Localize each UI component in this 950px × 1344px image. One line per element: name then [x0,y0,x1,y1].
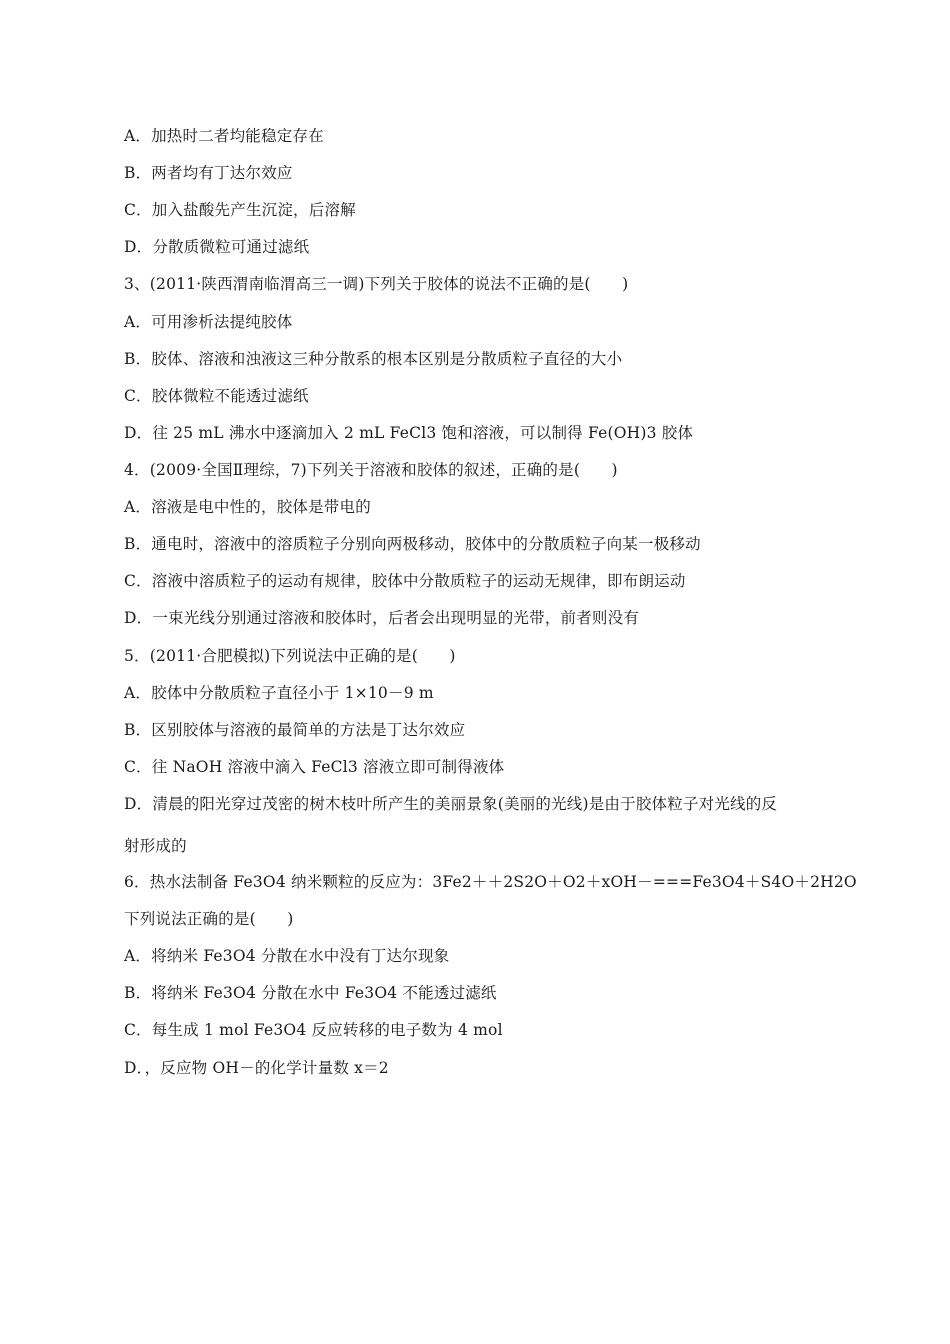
question-6: 6．热水法制备 Fe3O4 纳米颗粒的反应为：3Fe2＋＋2S2O＋O2＋xOH－===Fe3O4＋S4O＋2H2O [124,873,857,891]
q4-option-d: D．一束光线分别通过溶液和胶体时，后者会出现明显的光带，前者则没有 [124,609,640,627]
q5-option-b: B．区别胶体与溶液的最简单的方法是丁达尔效应 [124,721,466,739]
q3-option-a: A．可用渗析法提纯胶体 [124,313,293,331]
q6-option-b: B．将纳米 Fe3O4 分散在水中 Fe3O4 不能透过滤纸 [124,984,497,1002]
q3-option-c: C．胶体微粒不能透过滤纸 [124,387,309,405]
question-3: 3、(2011·陕西渭南临渭高三一调)下列关于胶体的说法不正确的是( ) [124,275,629,293]
q3-option-d: D．往 25 mL 沸水中逐滴加入 2 mL FeCl3 饱和溶液，可以制得 Fe(OH)3 胶体 [124,424,694,442]
option-a-heating: A．加热时二者均能稳定存在 [124,127,324,145]
q6-option-c: C．每生成 1 mol Fe3O4 反应转移的电子数为 4 mol [124,1021,503,1039]
q3-option-b: B．胶体、溶液和浊液这三种分散系的根本区别是分散质粒子直径的大小 [124,350,623,368]
q4-option-a: A．溶液是电中性的，胶体是带电的 [124,498,371,516]
question-6-prompt: 下列说法正确的是( ) [124,910,294,928]
q5-option-d-continued: 射形成的 [124,837,187,855]
q6-option-d: D．，反应物 OH－的化学计量数 x＝2 [124,1059,389,1077]
q6-option-a: A．将纳米 Fe3O4 分散在水中没有丁达尔现象 [124,947,450,965]
question-5: 5．(2011·合肥模拟)下列说法中正确的是( ) [124,647,456,665]
option-d-filter: D．分散质微粒可通过滤纸 [124,238,310,256]
option-b-tyndall: B．两者均有丁达尔效应 [124,164,293,182]
q5-option-d: D．清晨的阳光穿过茂密的树木枝叶所产生的美丽景象(美丽的光线)是由于胶体粒子对光线的反 [124,795,778,813]
q4-option-b: B．通电时，溶液中的溶质粒子分别向两极移动，胶体中的分散质粒子向某一极移动 [124,535,701,553]
q5-option-c: C．往 NaOH 溶液中滴入 FeCl3 溶液立即可制得液体 [124,758,505,776]
option-c-hydrochloric: C．加入盐酸先产生沉淀，后溶解 [124,201,356,219]
q5-option-a: A．胶体中分散质粒子直径小于 1×10－9 m [124,684,434,702]
question-4: 4．(2009·全国Ⅱ理综，7)下列关于溶液和胶体的叙述，正确的是( ) [124,461,618,479]
q4-option-c: C．溶液中溶质粒子的运动有规律，胶体中分散质粒子的运动无规律，即布朗运动 [124,572,686,590]
